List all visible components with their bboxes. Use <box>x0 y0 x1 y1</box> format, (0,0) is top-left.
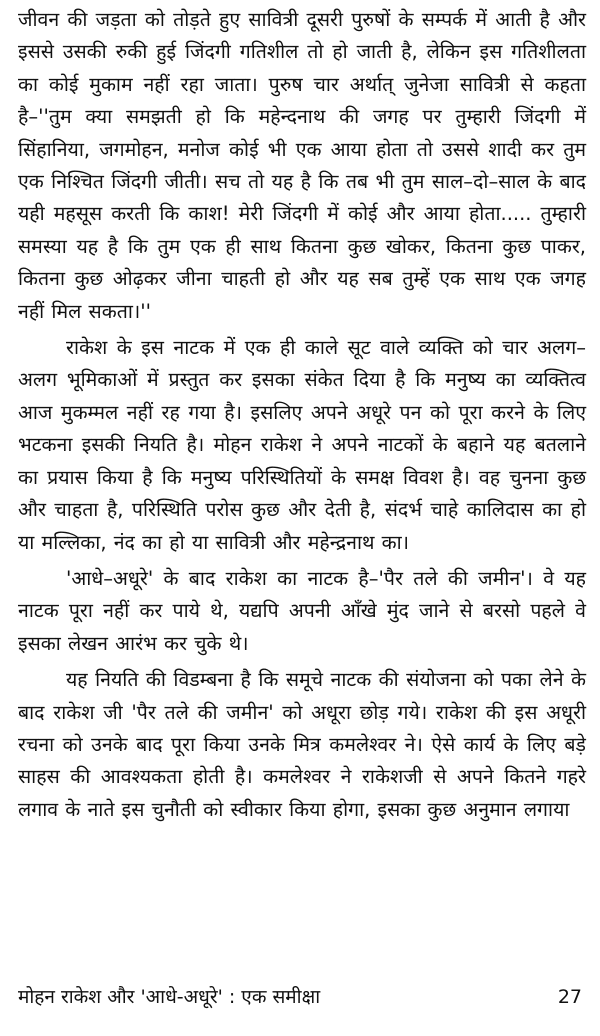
running-footer-title: मोहन राकेश और 'आधे-अधूरे' : एक समीक्षा <box>18 986 321 1008</box>
paragraph-4: यह नियति की विडम्बना है कि समूचे नाटक की संयोजना को पका लेने के बाद राकेश जी 'पैर तले की जमीन' को अधूरा छोड़ गये। राकेश की इस अधूरी रचना को उनके बाद पूरा किया उनके मित्र कमलेश्वर ने। ऐसे कार्य के लिए बड़े साहस की आवश्यकता होती है। कमलेश्वर ने राकेशजी से अपने कितने गहरे लगाव के नाते इस चुनौती को स्वीकार किया होगा, इसका कुछ अनुमान लगाया <box>18 668 586 821</box>
page-footer <box>18 979 582 1015</box>
page-number: 27 <box>557 986 582 1008</box>
paragraph-2: राकेश के इस नाटक में एक ही काले सूट वाले व्यक्ति को चार अलग–अलग भूमिकाओं में प्रस्तुत कर इसका संकेत दिया है कि मनुष्य का व्यक्तित्व आज मुकम्मल नहीं रह गया है। इसलिए अपने अधूरे पन को पूरा करने के लिए भटकना इसकी नियति है। मोहन राकेश ने अपने नाटकों के बहाने यह बतलाने का प्रयास किया है कि मनुष्य परिस्थितियों के समक्ष विवश है। वह चुनना कुछ और चाहता है, परिस्थिति परोस कुछ और देती है, संदर्भ चाहे कालिदास का हो या मल्लिका, नंद का हो या सावित्री और महेन्द्रनाथ का। <box>18 336 586 554</box>
paragraph-1: जीवन की जड़ता को तोड़ते हुए सावित्री दूसरी पुरुषों के सम्पर्क में आती है और इससे उसकी रुकी हुई जिंदगी गतिशील तो हो जाती है, लेकिन इस गतिशीलता का कोई मुकाम नहीं रहा जाता। पुरुष चार अर्थात् जुनेजा सावित्री से कहता है–''तुम क्या समझती हो कि महेन्दनाथ की जगह पर तुम्हारी जिंदगी में सिंहानिया, जगमोहन, मनोज कोई भी एक आया होता तो उससे शादी कर तुम एक निश्चित जिंदगी जीती। सच तो यह है कि तब भी तुम साल–दो–साल के बाद यही महसूस करती कि काश! मेरी जिंदगी में कोई और आया होता..... तुम्हारी समस्या यह है कि तुम एक ही साथ कितना कुछ खोकर, कितना कुछ पाकर, कितना कुछ ओढ़कर जीना चाहती हो और यह सब तुम्हें एक साथ एक जगह नहीं मिल सकता।'' <box>18 8 586 323</box>
paragraph-3: 'आधे–अधूरे' के बाद राकेश का नाटक है–'पैर तले की जमीन'। वे यह नाटक पूरा नहीं कर पाये थे, यद्यपि अपनी आँखे मुंद जाने से बरसो पहले वे इसका लेखन आरंभ कर चुके थे। <box>18 566 586 655</box>
body-text <box>18 4 586 826</box>
